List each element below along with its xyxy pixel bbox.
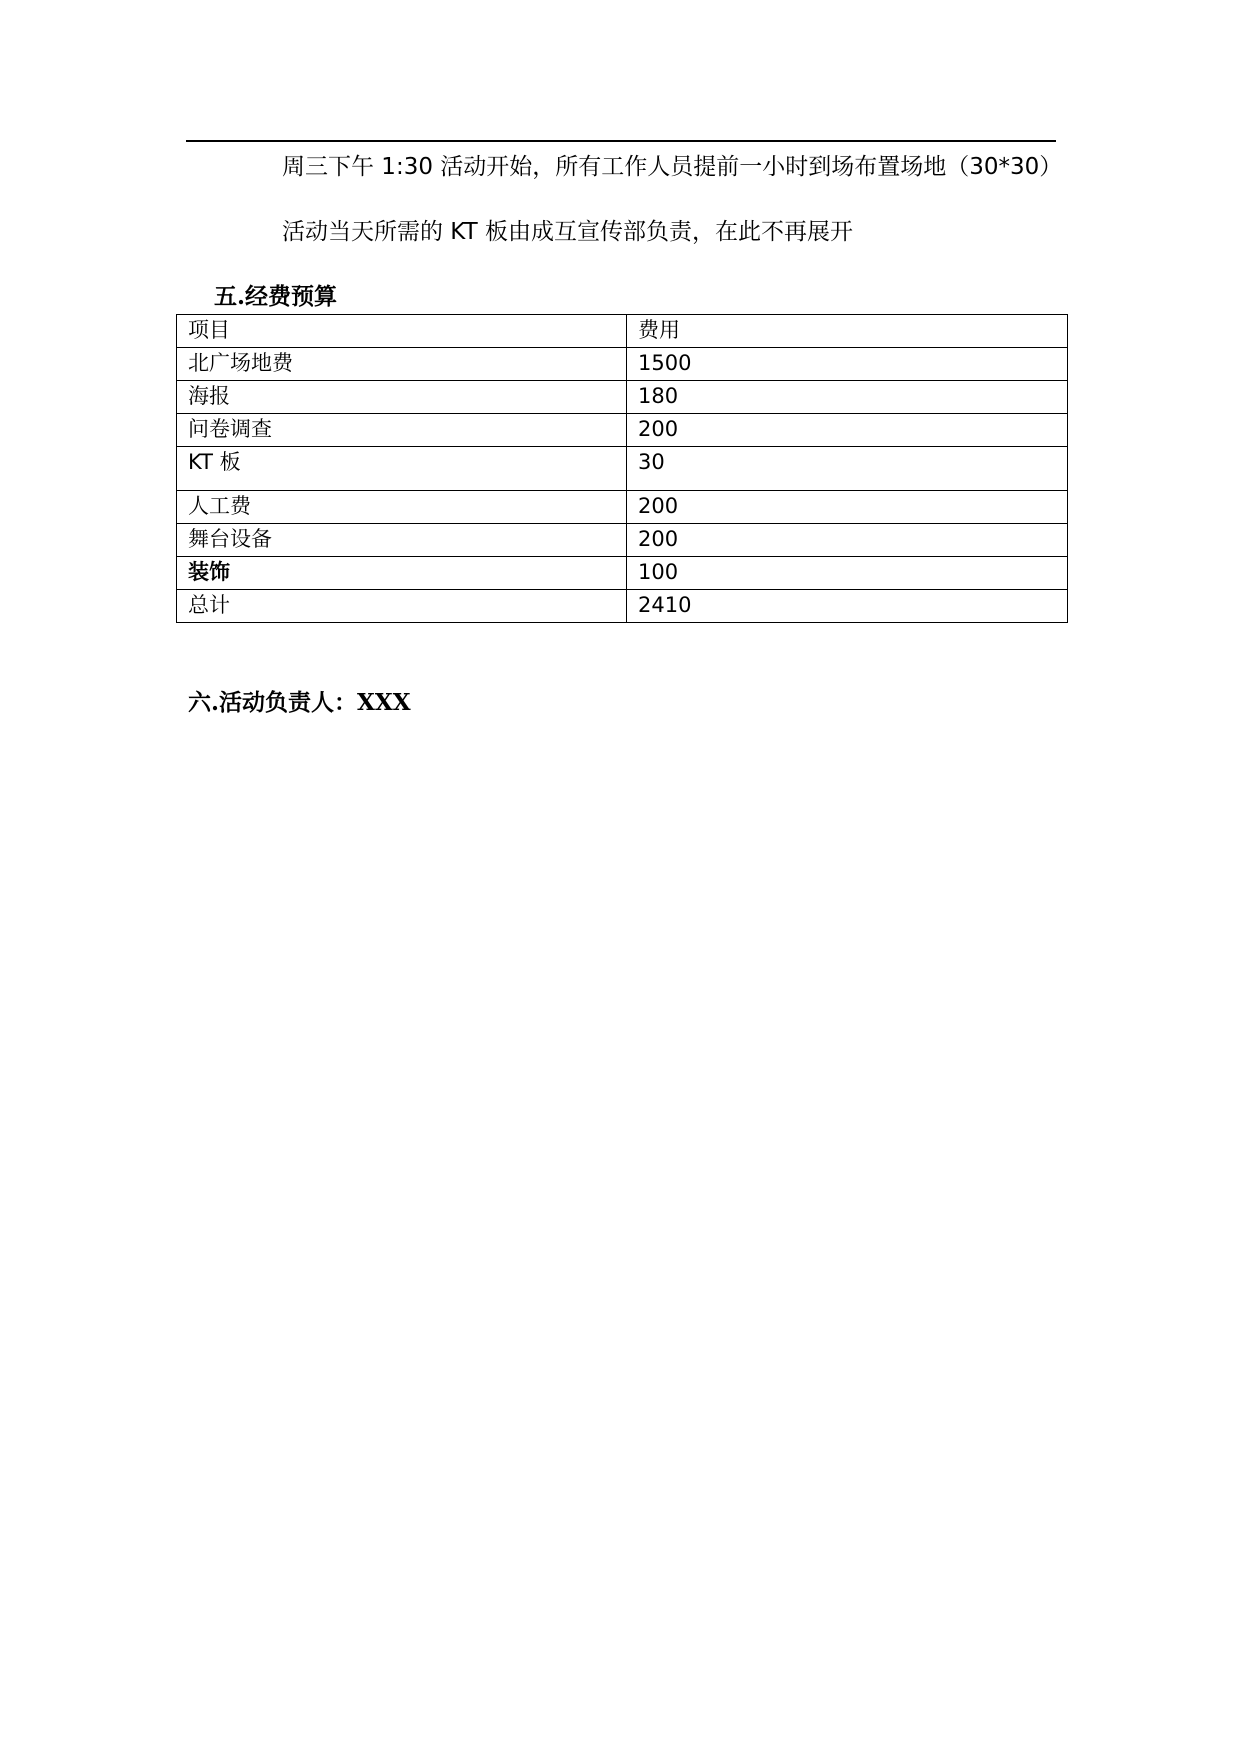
row-cost: 180: [627, 381, 1068, 414]
table-row: [177, 348, 1068, 381]
schedule-paragraph: 周三下午 1:30 活动开始，所有工作人员提前一小时到场布置场地（30*30）: [282, 154, 1063, 180]
table-header-row: [177, 315, 1068, 348]
table-row: [177, 491, 1068, 524]
header-rule: [186, 140, 1056, 142]
table-row: [177, 557, 1068, 590]
budget-table: [176, 314, 1068, 623]
row-cost: 200: [627, 414, 1068, 447]
header-item: 项目: [177, 315, 627, 348]
budget-heading: 五.经费预算: [214, 283, 338, 310]
row-item: 人工费: [177, 491, 627, 524]
row-cost: 200: [627, 491, 1068, 524]
row-cost: 100: [627, 557, 1068, 590]
header-cost: 费用: [627, 315, 1068, 348]
table-total-row: [177, 590, 1068, 623]
row-item: 北广场地费: [177, 348, 627, 381]
row-cost: 1500: [627, 348, 1068, 381]
row-item: KT 板: [177, 447, 627, 491]
person-in-charge-heading: 六.活动负责人：XXX: [188, 689, 411, 716]
table-row: [177, 381, 1068, 414]
row-item: 海报: [177, 381, 627, 414]
row-item: 问卷调查: [177, 414, 627, 447]
table-row: [177, 447, 1068, 491]
row-item: 总计: [177, 590, 627, 623]
table-row: [177, 414, 1068, 447]
row-item: 舞台设备: [177, 524, 627, 557]
row-cost: 2410: [627, 590, 1068, 623]
row-cost: 30: [627, 447, 1068, 491]
row-cost: 200: [627, 524, 1068, 557]
table-row: [177, 524, 1068, 557]
kt-board-paragraph: 活动当天所需的 KT 板由成互宣传部负责，在此不再展开: [282, 219, 853, 245]
row-item: 装饰: [177, 557, 627, 590]
